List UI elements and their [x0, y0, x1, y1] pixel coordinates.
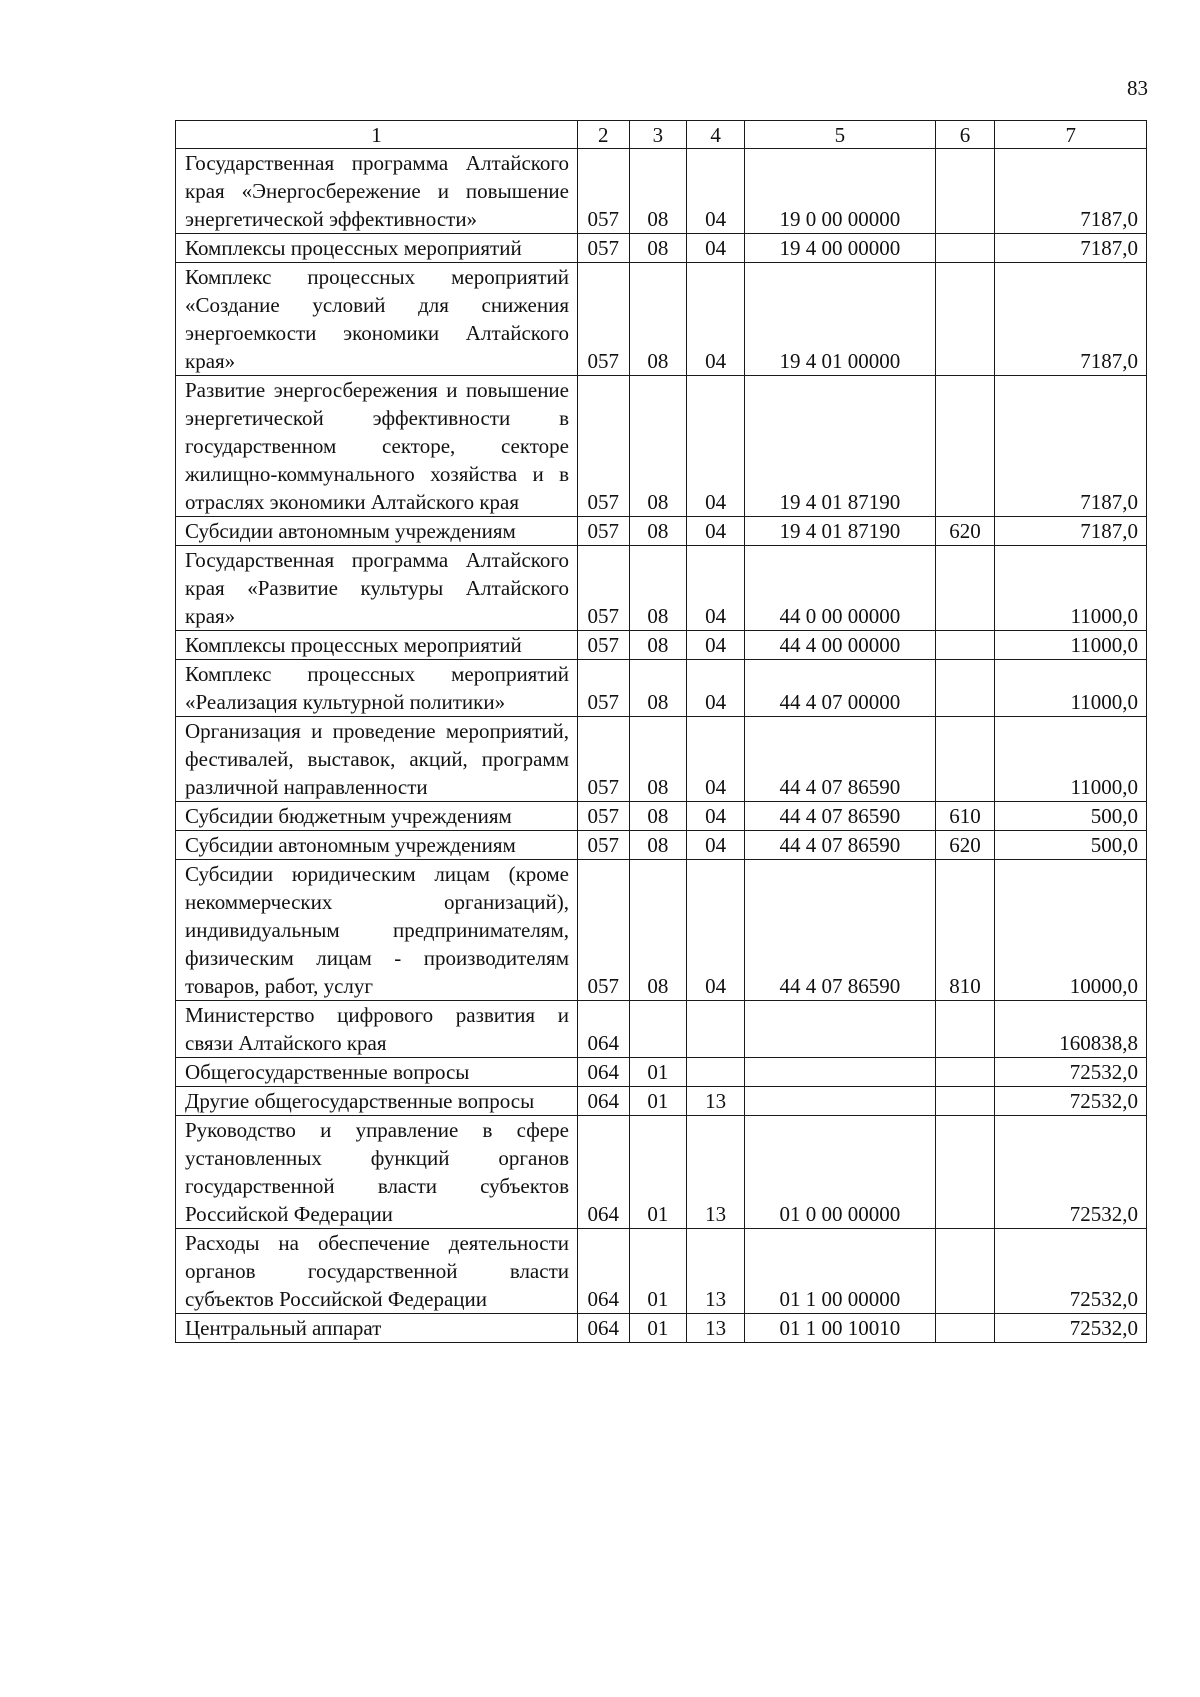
amount-cell: 10000,0 — [995, 860, 1147, 1001]
expense-type-cell — [935, 149, 995, 234]
header-cell-2: 2 — [578, 121, 630, 149]
target-article-cell: 44 4 07 86590 — [744, 717, 935, 802]
amount-cell: 72532,0 — [995, 1087, 1147, 1116]
subsection-code-cell: 04 — [687, 149, 745, 234]
subsection-code-cell: 13 — [687, 1314, 745, 1343]
amount-cell: 7187,0 — [995, 234, 1147, 263]
expense-type-cell: 620 — [935, 831, 995, 860]
target-article-cell: 44 4 07 86590 — [744, 802, 935, 831]
section-code-cell: 08 — [629, 546, 687, 631]
target-article-cell: 19 4 00 00000 — [744, 234, 935, 263]
row-name-cell: Государственная программа Алтайского края «Энергосбережение и повышение энергетической эффективности» — [176, 149, 578, 234]
ministry-code-cell: 057 — [578, 517, 630, 546]
target-article-cell: 01 0 00 00000 — [744, 1116, 935, 1229]
section-code-cell: 08 — [629, 631, 687, 660]
subsection-code-cell — [687, 1058, 745, 1087]
table-row — [176, 263, 1147, 376]
ministry-code-cell: 057 — [578, 263, 630, 376]
section-code-cell: 08 — [629, 263, 687, 376]
row-name-cell: Государственная программа Алтайского края «Развитие культуры Алтайского края» — [176, 546, 578, 631]
row-name-cell: Другие общегосударственные вопросы — [176, 1087, 578, 1116]
section-code-cell: 01 — [629, 1058, 687, 1087]
target-article-cell: 19 4 01 00000 — [744, 263, 935, 376]
target-article-cell — [744, 1001, 935, 1058]
expense-type-cell — [935, 1058, 995, 1087]
row-name-cell: Комплекс процессных мероприятий «Реализация культурной политики» — [176, 660, 578, 717]
subsection-code-cell: 04 — [687, 263, 745, 376]
table-row — [176, 1087, 1147, 1116]
section-code-cell: 08 — [629, 517, 687, 546]
section-code-cell: 08 — [629, 149, 687, 234]
subsection-code-cell: 04 — [687, 717, 745, 802]
row-name-cell: Министерство цифрового развития и связи Алтайского края — [176, 1001, 578, 1058]
expense-type-cell — [935, 1314, 995, 1343]
target-article-cell: 01 1 00 10010 — [744, 1314, 935, 1343]
amount-cell: 72532,0 — [995, 1229, 1147, 1314]
section-code-cell: 08 — [629, 376, 687, 517]
amount-cell: 11000,0 — [995, 631, 1147, 660]
ministry-code-cell: 057 — [578, 860, 630, 1001]
row-name-cell: Субсидии автономным учреждениям — [176, 517, 578, 546]
subsection-code-cell: 04 — [687, 660, 745, 717]
section-code-cell — [629, 1001, 687, 1058]
ministry-code-cell: 057 — [578, 149, 630, 234]
ministry-code-cell: 057 — [578, 717, 630, 802]
budget-table — [175, 120, 1147, 1343]
section-code-cell: 08 — [629, 234, 687, 263]
row-name-cell: Субсидии автономным учреждениям — [176, 831, 578, 860]
row-name-cell: Комплексы процессных мероприятий — [176, 631, 578, 660]
expense-type-cell — [935, 263, 995, 376]
row-name-cell: Центральный аппарат — [176, 1314, 578, 1343]
target-article-cell: 19 4 01 87190 — [744, 517, 935, 546]
section-code-cell: 01 — [629, 1087, 687, 1116]
section-code-cell: 01 — [629, 1116, 687, 1229]
table-row — [176, 234, 1147, 263]
ministry-code-cell: 064 — [578, 1229, 630, 1314]
expense-type-cell — [935, 234, 995, 263]
subsection-code-cell: 04 — [687, 376, 745, 517]
ministry-code-cell: 064 — [578, 1116, 630, 1229]
amount-cell: 11000,0 — [995, 660, 1147, 717]
ministry-code-cell: 057 — [578, 234, 630, 263]
ministry-code-cell: 057 — [578, 376, 630, 517]
table-row — [176, 1001, 1147, 1058]
expense-type-cell — [935, 1001, 995, 1058]
target-article-cell: 19 4 01 87190 — [744, 376, 935, 517]
amount-cell: 160838,8 — [995, 1001, 1147, 1058]
ministry-code-cell: 057 — [578, 631, 630, 660]
target-article-cell: 44 4 07 86590 — [744, 831, 935, 860]
target-article-cell: 44 4 00 00000 — [744, 631, 935, 660]
expense-type-cell — [935, 1116, 995, 1229]
section-code-cell: 01 — [629, 1229, 687, 1314]
table-row — [176, 149, 1147, 234]
table-row — [176, 660, 1147, 717]
header-cell-5: 5 — [744, 121, 935, 149]
ministry-code-cell: 057 — [578, 802, 630, 831]
amount-cell: 7187,0 — [995, 149, 1147, 234]
target-article-cell: 44 0 00 00000 — [744, 546, 935, 631]
amount-cell: 72532,0 — [995, 1314, 1147, 1343]
table-row — [176, 802, 1147, 831]
table-row — [176, 860, 1147, 1001]
expense-type-cell — [935, 631, 995, 660]
table-row — [176, 546, 1147, 631]
table-row — [176, 1058, 1147, 1087]
header-cell-4: 4 — [687, 121, 745, 149]
subsection-code-cell — [687, 1001, 745, 1058]
section-code-cell: 08 — [629, 802, 687, 831]
amount-cell: 500,0 — [995, 831, 1147, 860]
row-name-cell: Расходы на обеспечение деятельности органов государственной власти субъектов Российской Федерации — [176, 1229, 578, 1314]
target-article-cell: 44 4 07 00000 — [744, 660, 935, 717]
expense-type-cell: 810 — [935, 860, 995, 1001]
expense-type-cell — [935, 660, 995, 717]
header-cell-1: 1 — [176, 121, 578, 149]
ministry-code-cell: 064 — [578, 1058, 630, 1087]
table-row — [176, 631, 1147, 660]
ministry-code-cell: 064 — [578, 1314, 630, 1343]
subsection-code-cell: 04 — [687, 860, 745, 1001]
amount-cell: 7187,0 — [995, 517, 1147, 546]
ministry-code-cell: 057 — [578, 831, 630, 860]
row-name-cell: Комплексы процессных мероприятий — [176, 234, 578, 263]
target-article-cell — [744, 1087, 935, 1116]
amount-cell: 11000,0 — [995, 717, 1147, 802]
amount-cell: 11000,0 — [995, 546, 1147, 631]
ministry-code-cell: 057 — [578, 546, 630, 631]
row-name-cell: Общегосударственные вопросы — [176, 1058, 578, 1087]
amount-cell: 7187,0 — [995, 376, 1147, 517]
section-code-cell: 01 — [629, 1314, 687, 1343]
expense-type-cell — [935, 546, 995, 631]
table-row — [176, 1116, 1147, 1229]
section-code-cell: 08 — [629, 717, 687, 802]
page-number: 83 — [1127, 76, 1148, 100]
row-name-cell: Организация и проведение мероприятий, фестивалей, выставок, акций, программ различной направленности — [176, 717, 578, 802]
table-row — [176, 1314, 1147, 1343]
target-article-cell — [744, 1058, 935, 1087]
row-name-cell: Субсидии юридическим лицам (кроме некоммерческих организаций), индивидуальным предпринимателям, физическим лицам - производителям товаров, работ, услуг — [176, 860, 578, 1001]
expense-type-cell — [935, 376, 995, 517]
subsection-code-cell: 04 — [687, 831, 745, 860]
table-row — [176, 831, 1147, 860]
section-code-cell: 08 — [629, 831, 687, 860]
subsection-code-cell: 04 — [687, 802, 745, 831]
target-article-cell: 01 1 00 00000 — [744, 1229, 935, 1314]
subsection-code-cell: 04 — [687, 631, 745, 660]
table-row — [176, 376, 1147, 517]
subsection-code-cell: 04 — [687, 517, 745, 546]
expense-type-cell: 620 — [935, 517, 995, 546]
row-name-cell: Руководство и управление в сфере установленных функций органов государственной власти субъектов Российской Федерации — [176, 1116, 578, 1229]
table-row — [176, 517, 1147, 546]
target-article-cell: 44 4 07 86590 — [744, 860, 935, 1001]
subsection-code-cell: 13 — [687, 1229, 745, 1314]
amount-cell: 72532,0 — [995, 1116, 1147, 1229]
subsection-code-cell: 04 — [687, 234, 745, 263]
header-cell-3: 3 — [629, 121, 687, 149]
table-row — [176, 717, 1147, 802]
subsection-code-cell: 04 — [687, 546, 745, 631]
subsection-code-cell: 13 — [687, 1116, 745, 1229]
section-code-cell: 08 — [629, 860, 687, 1001]
section-code-cell: 08 — [629, 660, 687, 717]
amount-cell: 7187,0 — [995, 263, 1147, 376]
ministry-code-cell: 064 — [578, 1001, 630, 1058]
row-name-cell: Развитие энергосбережения и повышение энергетической эффективности в государственном секторе, секторе жилищно-коммунального хозяйства и в отраслях экономики Алтайского края — [176, 376, 578, 517]
header-cell-6: 6 — [935, 121, 995, 149]
amount-cell: 500,0 — [995, 802, 1147, 831]
table-row — [176, 1229, 1147, 1314]
amount-cell: 72532,0 — [995, 1058, 1147, 1087]
header-cell-7: 7 — [995, 121, 1147, 149]
row-name-cell: Субсидии бюджетным учреждениям — [176, 802, 578, 831]
target-article-cell: 19 0 00 00000 — [744, 149, 935, 234]
expense-type-cell: 610 — [935, 802, 995, 831]
expense-type-cell — [935, 717, 995, 802]
ministry-code-cell: 064 — [578, 1087, 630, 1116]
ministry-code-cell: 057 — [578, 660, 630, 717]
table-header-row — [176, 121, 1147, 149]
row-name-cell: Комплекс процессных мероприятий «Создание условий для снижения энергоемкости экономики Алтайского края» — [176, 263, 578, 376]
expense-type-cell — [935, 1087, 995, 1116]
subsection-code-cell: 13 — [687, 1087, 745, 1116]
expense-type-cell — [935, 1229, 995, 1314]
